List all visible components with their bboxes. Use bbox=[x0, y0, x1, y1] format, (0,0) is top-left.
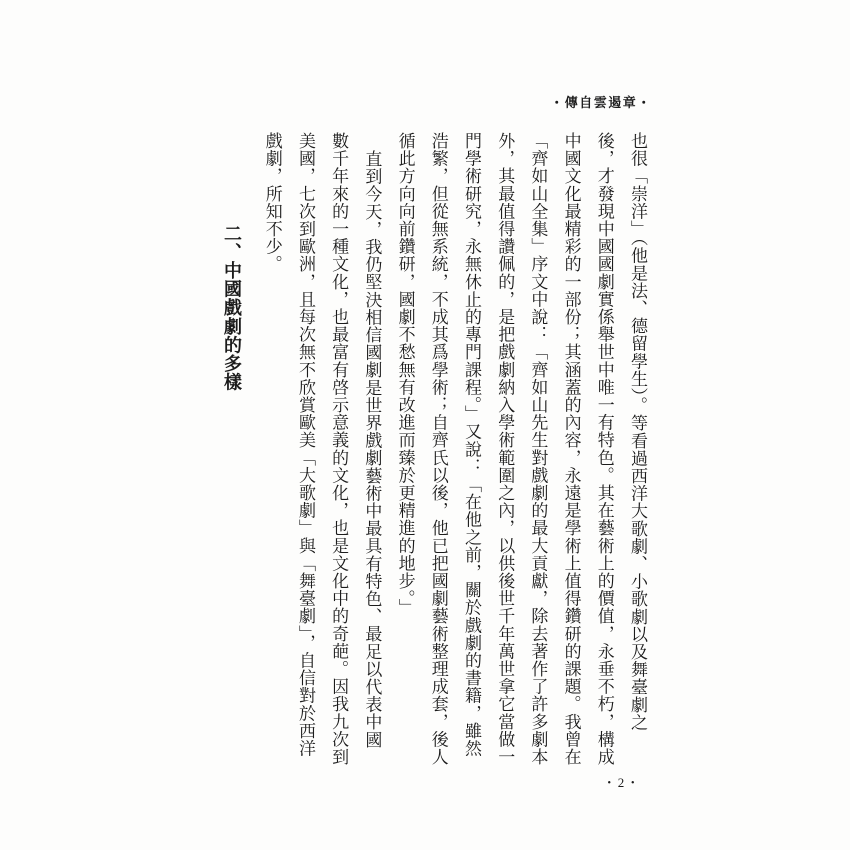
text-column: 後，才發現中國國劇實係舉世中唯一有特色。其在藝術上的價值，永垂不朽，構成 bbox=[594, 132, 614, 766]
text-column: 也很「崇洋」（他是法、德留學生）。等看過西洋大歌劇、小歌劇以及舞臺劇之 bbox=[628, 132, 647, 731]
text-column: 外，其最值得讚佩的，是把戲劇納入學術範圍之內，以供後世千年萬世拿它當做一 bbox=[495, 132, 515, 766]
section-heading: 二、中國戲劇的多樣 bbox=[222, 224, 242, 392]
main-text-block bbox=[256, 132, 654, 782]
text-column: 循此方向向前鑽研，國劇不愁無有改進而臻於更精進的地步。」 bbox=[395, 132, 415, 617]
text-column: 中國文化最精彩的一部份；其涵蓋的內容，永遠是學術上值得鑽研的課題。我曾在 bbox=[561, 132, 581, 766]
text-column: 數千年來的一種文化，也最富有啓示意義的文化，也是文化中的奇葩。因我九次到 bbox=[329, 132, 349, 766]
text-column: 「齊如山全集」序文中說：「齊如山先生對戲劇的最大貢獻，除去著作了許多劇本 bbox=[528, 132, 548, 766]
text-column-paragraph-start: 直到今天，我仍堅決相信國劇是世界戲劇藝術中最具有特色、最足以代表中國 bbox=[362, 149, 382, 748]
text-column: 門學術研究，永無休止的專門課程。」又說：「在他之前，關於戲劇的書籍，雖然 bbox=[461, 132, 481, 758]
running-header: ・傳自雲遏章・ bbox=[550, 95, 652, 110]
text-column: 美國，七次到歐洲，且每次無不欣賞歐美「大歌劇」與「舞臺劇」，自信對於西洋 bbox=[295, 132, 315, 758]
text-column: 浩繁，但從無系統，不成其爲學術；自齊氏以後，他已把國劇藝術整理成套，後人 bbox=[428, 132, 448, 766]
page-number: ・2・ bbox=[602, 775, 642, 790]
text-column: 戲劇，所知不少。 bbox=[262, 132, 282, 273]
